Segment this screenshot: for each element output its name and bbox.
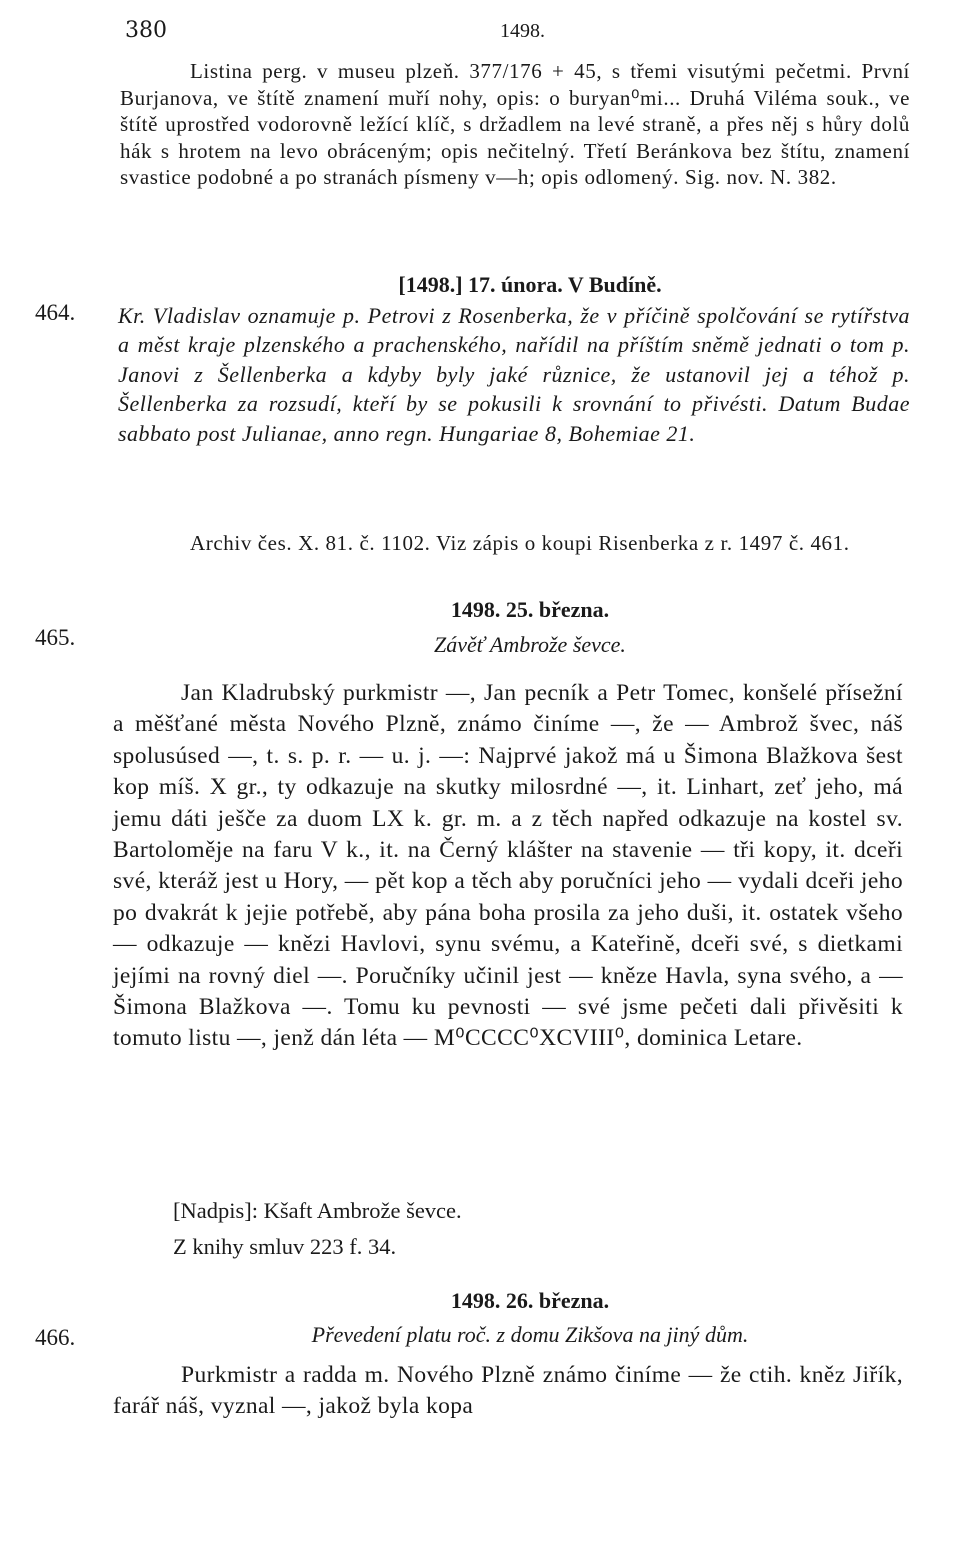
entry-note-464 — [120, 530, 910, 557]
page-number: 380 — [125, 18, 167, 43]
archival-note-top-text: Listina perg. v museu plzeň. 377/176 + 45, s třemi visutými pečetmi. První Burjanova, ve štítě znamení muří nohy, opis: o buryan⁰mi... Druhá Viléma souk., ve štítě uprostřed vodorovně ležící klíč, s držadlem na levé straně, a přes něj s hůry dolů hák s hrotem na levo obráceným; opis nečitelný. Třetí Beránkova bez štítu, znamení svastice podobné a po stranách písmeny v—h; opis odlomený. Sig. nov. N. 382. — [120, 59, 910, 189]
entry-title-466: Převedení platu roč. z domu Zikšova na jiný dům. — [311, 1322, 749, 1347]
entry-number-464: 464. — [35, 300, 76, 325]
entry-date-464: [1498.] 17. února. V Budíně. — [398, 272, 662, 297]
entry-regest-464: Kr. Vladislav oznamuje p. Petrovi z Rosenberka, že v příčině spolčování se rytířstva a měst kraje plzenského a prachenského, nařídil na příštím sněmě jednati o tom p. Janovi z Šellenberka a kdyby byly jaké různice, že ustanovil jej a téhož p. Šellenberka za rozsudí, kteří by se pokusili k srovnání to přivésti. Datum Budae sabbato post Julianae, anno regn. Hungariae 8, Bohemiae 21. — [118, 303, 910, 446]
entry-date-465: 1498. 25. března. — [450, 597, 610, 622]
archival-note-top — [120, 58, 910, 191]
entry-body-466-text: Purkmistr a radda m. Nového Plzně známo činíme — že ctih. kněz Jiřík, farář náš, vyznal —, jakož byla kopa — [113, 1362, 903, 1420]
entry-inscription-465: [Nadpis]: Kšaft Ambrože ševce. — [173, 1198, 462, 1223]
entry-source-465: Z knihy smluv 223 f. 34. — [173, 1234, 397, 1259]
entry-number-465: 465. — [35, 625, 76, 650]
entry-body-465 — [113, 678, 903, 1055]
entry-title-465: Závěť Ambrože ševce. — [434, 632, 626, 657]
entry-note-464-text: Archiv čes. X. 81. č. 1102. Viz zápis o koupi Risenberka z r. 1497 č. 461. — [190, 531, 850, 555]
entry-date-466: 1498. 26. března. — [450, 1288, 610, 1313]
entry-number-466: 466. — [35, 1325, 76, 1350]
running-year: 1498. — [500, 20, 545, 42]
entry-body-466 — [113, 1360, 903, 1423]
running-head — [0, 18, 960, 48]
entry-body-465-text: Jan Kladrubský purkmistr —, Jan pecník a Petr Tomec, konšelé přísežní a měšťané města Nového Plzně, známo činíme —, že — Ambrož švec, náš spolusúsed —, t. s. p. r. — u. j. —: Najprvé jakož má u Šimona Blažkova šest kop míš. X gr., ty odkazuje na skutky milosrdné —, it. Linhart, zeť jeho, má jemu dáti ješče za duom LX k. gr. m. a z těch napřed odkazuje na kostel sv. Bartoloměje na faru V k., it. na Černý klášter na stavenie — tři kopy, it. dceři své, kteráž jest u Hory, — pět kop a těch aby poručníci jeho — vydali dceři jeho po dvakrát k jejie potřebě, aby pána boha prosila za jeho duši, it. ostatek všeho — odkazuje — knězi Havlovi, synu svému, a Kateřině, dceři své, s dietkami jejími na rovný diel —. Poručníky učinil jest — kněze Havla, syna svého, a — Šimona Blažkova —. Tomu ku pevnosti — své jsme pečeti dali přivěsiti k tomuto listu —, jenž dán léta — M⁰CCCC⁰XCVIII⁰, dominica Letare. — [113, 680, 903, 1052]
